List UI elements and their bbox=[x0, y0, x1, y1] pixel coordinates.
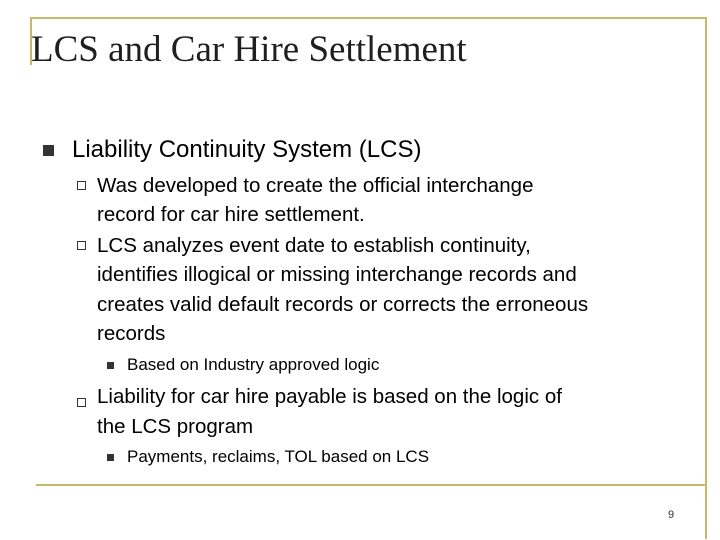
square-bullet-icon bbox=[43, 145, 54, 156]
level1-text: Liability Continuity System (LCS) bbox=[72, 136, 422, 163]
sub2-line1: LCS analyzes event date to establish continuity, bbox=[97, 234, 531, 257]
hollow-square-bullet-icon bbox=[77, 241, 86, 250]
sub1-line2: record for car hire settlement. bbox=[97, 203, 365, 226]
sub3-point-text: Payments, reclaims, TOL based on LCS bbox=[127, 447, 430, 466]
sub1-line1: Was developed to create the official interchange bbox=[97, 174, 534, 197]
sub3-line1: Liability for car hire payable is based on the logic of bbox=[97, 385, 562, 408]
hollow-square-bullet-icon bbox=[77, 398, 86, 407]
page-number: 9 bbox=[668, 509, 675, 521]
square-bullet-icon bbox=[107, 454, 114, 461]
sub2-line3: creates valid default records or corrects the erroneous bbox=[97, 293, 589, 316]
slide-title: LCS and Car Hire Settlement bbox=[31, 29, 467, 70]
sub2-line2: identifies illogical or missing interchange records and bbox=[97, 263, 577, 286]
square-bullet-icon bbox=[107, 362, 114, 369]
sub2-line4: records bbox=[97, 322, 166, 345]
hollow-square-bullet-icon bbox=[77, 181, 86, 190]
frame-top-line bbox=[30, 17, 707, 19]
frame-bottom-line bbox=[36, 484, 707, 486]
sub3-line2: the LCS program bbox=[97, 415, 254, 438]
frame-right-line bbox=[705, 17, 707, 539]
sub2-point-text: Based on Industry approved logic bbox=[127, 355, 380, 374]
